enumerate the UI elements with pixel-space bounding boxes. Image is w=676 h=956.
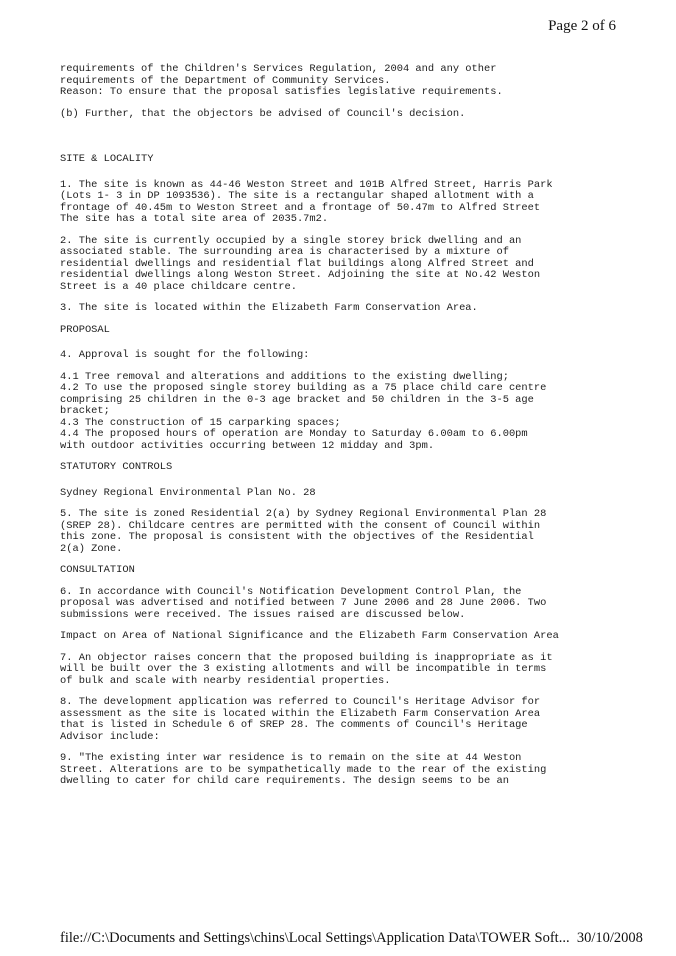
page-number: Page 2 of 6 [548,18,616,34]
impact-paragraph-8: 8. The development application was referred to Council's Heritage Advisor for assessment as the site is located within the Elizabeth Farm Conservation Area that is listed in Schedule 6 of SREP 28. The comments of Council's Heritage Advisor include: [60,696,541,743]
impact-paragraph-9: 9. "The existing inter war residence is to remain on the site at 44 Weston Street. Alterations are to be sympathetically made to the rear of the existing dwelling to cater for child care requirements. The design seems to be an [60,752,547,787]
consultation-heading: CONSULTATION [60,564,135,576]
srep-heading: Sydney Regional Environmental Plan No. 28 [60,486,316,499]
impact-heading: Impact on Area of National Significance and the Elizabeth Farm Conservation Area [60,630,559,642]
site-locality-heading: SITE & LOCALITY [60,153,154,165]
statutory-paragraph-5: 5. The site is zoned Residential 2(a) by Sydney Regional Environmental Plan 28 (SREP 28). Childcare centres are permitted with the consent of Council within this zone. The proposal is consistent with the objectives of the Residential 2(a) Zone. [60,508,547,555]
consultation-paragraph-6: 6. In accordance with Council's Notification Development Control Plan, the proposal was advertised and notified between 7 June 2006 and 28 June 2006. Two submissions were received. The issues raised are discussed below. [60,585,547,621]
intro-paragraph-2: (b) Further, that the objectors be advised of Council's decision. [60,107,466,120]
site-paragraph-1: 1. The site is known as 44-46 Weston Street and 101B Alfred Street, Harris Park (Lots 1- 3 in DP 1093536). The site is a rectangular shaped allotment with a frontage of 40.45m to Weston Street and a frontage of 50.47m to Alfred Street The site has a total site area of 2035.7m2. [60,178,553,225]
document-body [60,64,620,798]
impact-paragraph-7: 7. An objector raises concern that the proposed building is inappropriate as it will be built over the 3 existing allotments and will be incompatible in terms of bulk and scale with nearby residential properties. [60,651,553,687]
proposal-heading: PROPOSAL [60,323,110,336]
proposal-paragraph-4: 4. Approval is sought for the following: [60,349,310,361]
footer-date: 30/10/2008 [576,930,643,946]
statutory-controls-heading: STATUTORY CONTROLS [60,461,173,473]
site-paragraph-2: 2. The site is currently occupied by a single storey brick dwelling and an associated stable. The surrounding area is characterised by a mixture of residential dwellings and residential flat buildings along Alfred Street and residential dwellings along Weston Street. Adjoining the site at No.42 Weston Street is a 40 place childcare centre. [60,234,541,293]
footer-file-path: file://C:\Documents and Settings\chins\Local Settings\Application Data\TOWER Soft... [60,930,570,946]
intro-paragraph-1: requirements of the Children's Services Regulation, 2004 and any other requirements of the Department of Community Services. Reason: To ensure that the proposal satisfies legislative requirements. [60,63,503,98]
site-paragraph-3: 3. The site is located within the Elizabeth Farm Conservation Area. [60,302,478,314]
proposal-items: 4.1 Tree removal and alterations and additions to the existing dwelling; 4.2 To use the proposed single storey building as a 75 place child care centre comprising 25 children in the 0-3 age bracket and 50 children in the 3-5 age bracket; 4.3 The construction of 15 carparking spaces; 4.4 The proposed hours of operation are Monday to Saturday 6.00am to 6.00pm with outdoor activities occurring between 12 midday and 3pm. [60,370,547,452]
print-footer [60,930,643,947]
